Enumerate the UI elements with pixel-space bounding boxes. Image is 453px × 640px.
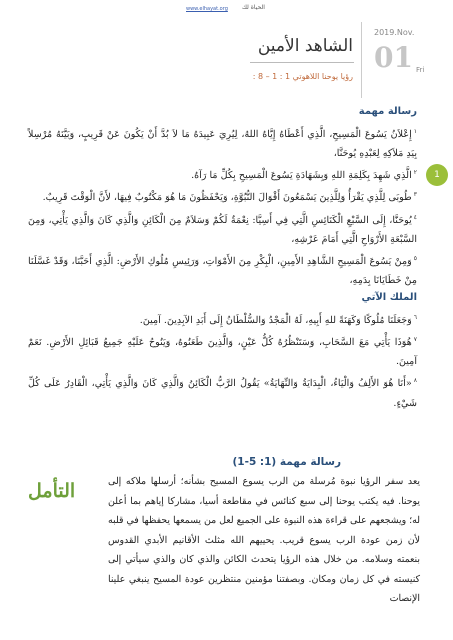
verse-number: ٢ <box>413 169 417 177</box>
page-title: الشاهد الأمين <box>257 36 353 56</box>
section1-verses <box>28 122 417 290</box>
verse-number: ١ <box>413 128 417 135</box>
verse <box>28 308 417 330</box>
site-brand: الحياة لك <box>242 4 265 11</box>
date-weekday: Fri <box>416 66 425 74</box>
verse <box>28 185 417 207</box>
verse-number: ٨ <box>413 377 417 385</box>
verse-text: يُوحَنَّا، إِلَى السَّبْعِ الْكَنَائِسِ الَّتِي فِي أَسِيَّا: نِعْمَةٌ لَكُمْ وَسَلاَمٌ مِنَ الْكَائِنِ وَالَّذِي كَانَ وَالَّذِي يَأْتِي، وَمِنَ السَّبْعَةِ الأَرْوَاحِ الَّتِي أَمَامَ عَرْشِهِ، <box>28 214 417 245</box>
verse-text: «أَنَا هُوَ الأَلِفُ وَالْيَاءُ، الْبِدَايَةُ وَالنِّهَايَةُ» يَقُولُ الرَّبُّ الْكَائِنُ وَالَّذِي كَانَ وَالَّذِي يَأْتِي، الْقَادِرُ عَلَى كُلِّ شَيْءٍ. <box>28 378 417 409</box>
verse-text: وَمِنْ يَسُوعَ الْمَسِيحِ الشَّاهِدِ الأَمِينِ، الْبِكْرِ مِنَ الأَمْوَاتِ، وَرَئِيسِ مُلُوكِ الأَرْضِ: الَّذِي أَحَبَّنَا، وَقَدْ غَسَّلَنَا مِنْ خَطَايَانَا بِدَمِهِ، <box>28 255 417 286</box>
meditation-label: التأمل <box>28 480 76 502</box>
meditation-heading: رسالة مهمة (1: 5-1) <box>232 456 341 468</box>
verse-number: ٦ <box>413 314 417 321</box>
verse-text: طُوبَى لِلَّذِي يَقْرَأُ وَلِلَّذِينَ يَسْمَعُونَ أَقْوَالَ النُّبُوَّةِ، وَيَحْفَظُونَ مَا هُوَ مَكْتُوبٌ فِيهَا، لأَنَّ الْوَقْتَ قَرِيبٌ. <box>42 192 412 204</box>
verse-number: ٥ <box>413 254 417 262</box>
section-heading-important-message: رسالة مهمة <box>358 106 417 117</box>
verse <box>28 249 417 290</box>
verse-text: هُوَذَا يَأْتِي مَعَ السَّحَابِ، وَسَتَنْظُرُهُ كُلُّ عَيْنٍ، وَالَّذِينَ طَعَنُوهُ، وَيَنُوحُ عَلَيْهِ جَمِيعُ قَبَائِلِ الأَرْضِ. نَعَمْ آمِينَ. <box>28 337 417 368</box>
meditation-text: يعد سفر الرؤيا نبوة مُرسلة من الرب يسوع المسيح بشأنه؛ أرسلها ملاكه إلى يوحنا. فيه يكتب يوحنا إلى سبع كنائس في مقاطعة أسيا، مشاركا إياهم بما أعلن له؛ ويشجعهم على قراءة هذه النبوة على الجميع لعل من يسمعها يحفظها في قلبه لأن زمن عودة الرب يسوع قريب. يحييهم الله مثلث الأقانيم الأبدي القدوس بنعمته وسلامه. من خلال هذه الرؤيا يتحدث الكائن والذي كان والذي سيأتي إلى كنيسته في كل زمان ومكان. وبصفتنا مؤمنين منتظرين عودة المسيح ينبغي علينا الإنصات <box>108 476 420 604</box>
date-badge <box>372 28 436 92</box>
verse <box>28 163 417 185</box>
scripture-reference: رؤيا يوحنا اللاهوتي 1 : 1 – 8 : <box>252 72 353 81</box>
verse-number: ٧ <box>413 336 417 344</box>
date-day: 01 <box>374 41 413 74</box>
section2-verses <box>28 308 417 413</box>
verse <box>28 122 417 163</box>
verse-text: الَّذِي شَهِدَ بِكَلِمَةِ اللهِ وَبِشَهَادَةِ يَسُوعَ الْمَسِيحِ بِكُلِّ مَا رَآهُ. <box>191 170 412 182</box>
verse-number: ٤ <box>413 213 417 221</box>
verse-text: إِعْلاَنُ يَسُوعَ الْمَسِيحِ، الَّذِي أَعْطَاهُ إِيَّاهُ اللهُ، لِيُرِيَ عَبِيدَهُ مَا لاَ بُدَّ أَنْ يَكُونَ عَنْ قَرِيبٍ، وَبَيَّنَهُ مُرْسِلاً بِيَدِ مَلاَكِهِ لِعَبْدِهِ يُوحَنَّا، <box>28 129 417 160</box>
page-number-marker: 1 <box>426 164 448 186</box>
date-divider <box>361 22 362 98</box>
verse <box>28 330 417 371</box>
verse <box>28 208 417 249</box>
verse-number: ٣ <box>413 191 417 199</box>
date-month: 2019.Nov. <box>374 28 415 37</box>
title-underline <box>250 62 354 63</box>
verse-text: وَجَعَلَنَا مُلُوكًا وَكَهَنَةً للهِ أَبِيهِ، لَهُ الْمَجْدُ وَالسُّلْطَانُ إِلَى أَبَدِ الآبِدِينَ. آمِينَ. <box>139 315 412 327</box>
verse <box>28 371 417 412</box>
site-url[interactable]: www.elhayat.org <box>186 6 228 12</box>
section-heading-coming-king: الملك الآتي <box>361 292 417 303</box>
